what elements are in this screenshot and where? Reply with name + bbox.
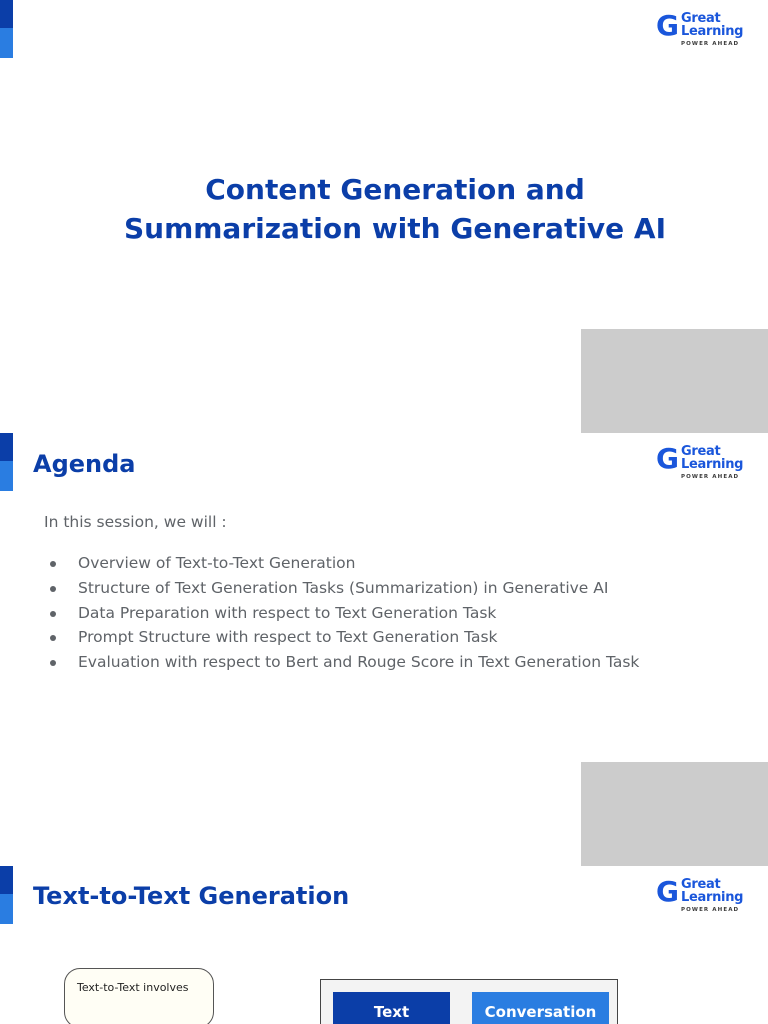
logo-tagline: POWER AHEAD (681, 41, 740, 47)
list-item-text: Prompt Structure with respect to Text Generation Task (78, 628, 498, 647)
list-item-text: Structure of Text Generation Tasks (Summarization) in Generative AI (78, 578, 609, 597)
logo-word-great: Great (681, 11, 721, 26)
slide-heading: Text-to-Text Generation (33, 882, 350, 910)
presentation-title (0, 170, 768, 248)
bullet-icon (50, 611, 56, 617)
logo-word-learning: Learning (681, 890, 744, 905)
logo-g-icon: G (656, 442, 679, 475)
agenda-list (48, 551, 639, 675)
accent-bar-dark (0, 433, 13, 461)
placeholder-box (581, 762, 768, 866)
logo-tagline: POWER AHEAD (681, 907, 740, 913)
bullet-icon (50, 561, 56, 567)
list-item (48, 625, 639, 650)
logo-g-icon: G (656, 875, 679, 908)
list-item (48, 601, 639, 626)
list-item-text: Evaluation with respect to Bert and Rouge Score in Text Generation Task (78, 653, 640, 672)
logo-word-great: Great (681, 877, 721, 892)
slide-agenda (0, 433, 768, 866)
callout-bubble (64, 968, 214, 1024)
list-item-text: Data Preparation with respect to Text Generation Task (78, 603, 497, 622)
placeholder-box (581, 329, 768, 433)
great-learning-logo (656, 10, 748, 50)
bullet-icon (50, 660, 56, 666)
callout-text: Text-to-Text involves (77, 981, 189, 994)
list-item-text: Overview of Text-to-Text Generation (78, 554, 356, 572)
slide-title (0, 0, 768, 433)
logo-g-icon: G (656, 9, 679, 42)
slide-heading: Agenda (33, 450, 136, 478)
logo-word-learning: Learning (681, 457, 744, 472)
text-category-button[interactable]: Text (333, 992, 450, 1024)
logo-word-great: Great (681, 444, 721, 459)
list-item (48, 551, 639, 576)
accent-bar-light (0, 28, 13, 58)
category-panel (320, 979, 618, 1024)
slide-text-to-text (0, 866, 768, 1024)
great-learning-logo (656, 443, 748, 483)
accent-bar-dark (0, 866, 13, 894)
logo-tagline: POWER AHEAD (681, 474, 740, 480)
list-item (48, 576, 639, 601)
logo-word-learning: Learning (681, 24, 744, 39)
bullet-icon (50, 586, 56, 592)
accent-bar-light (0, 894, 13, 924)
accent-bar-light (0, 461, 13, 491)
conversation-category-button[interactable]: Conversation (472, 992, 609, 1024)
accent-bar-dark (0, 0, 13, 28)
bullet-icon (50, 635, 56, 641)
title-line-1: Content Generation and (205, 173, 585, 206)
list-item (48, 650, 639, 675)
title-line-2: Summarization with Generative AI (123, 212, 667, 245)
great-learning-logo (656, 876, 748, 916)
agenda-intro: In this session, we will : (44, 513, 227, 531)
